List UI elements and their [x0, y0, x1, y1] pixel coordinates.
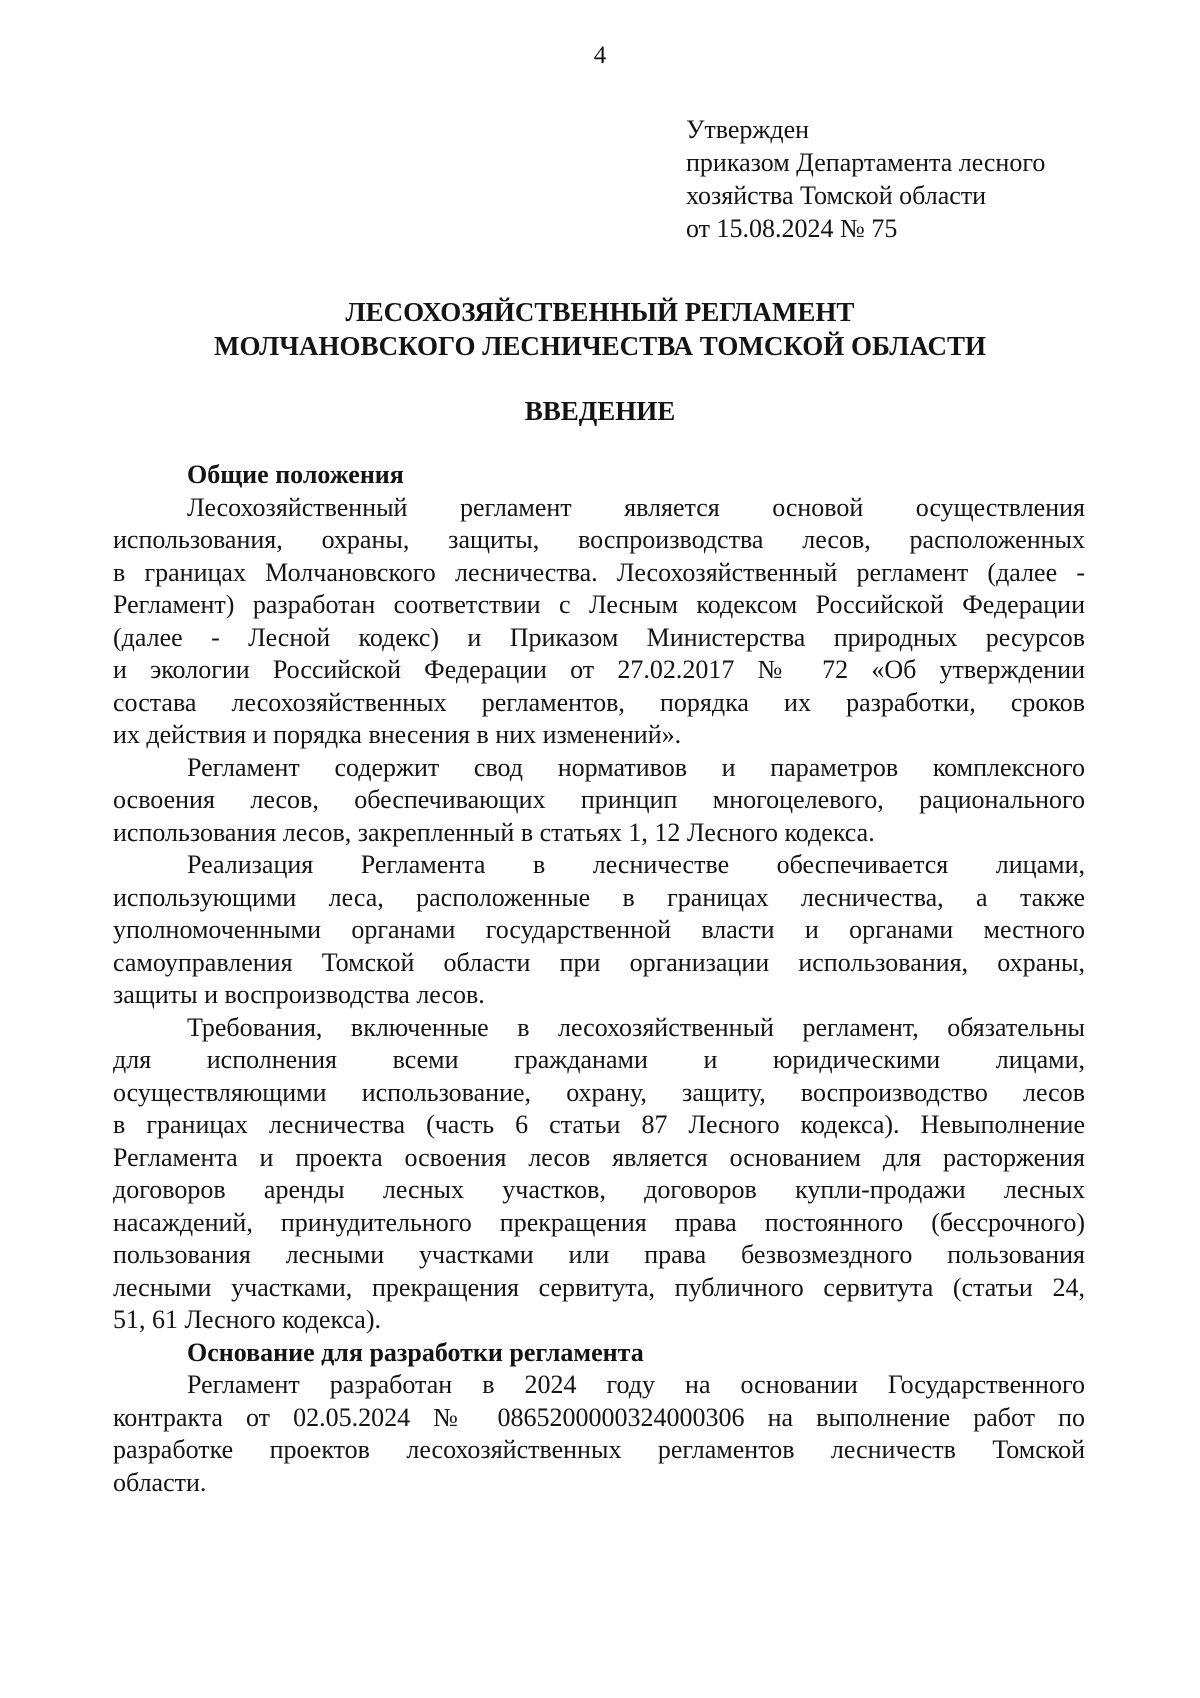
- text-line: пользования лесными участками или права безвозмездного пользования: [113, 1240, 1085, 1269]
- paragraph: [113, 1012, 1085, 1337]
- text-line: самоуправления Томской области при организации использования, охраны,: [113, 947, 1085, 977]
- text-line: использующими леса, расположенные в границах лесничества, а также: [113, 882, 1085, 912]
- paragraph: [113, 1369, 1085, 1499]
- text-line: для исполнения всеми гражданами и юридическими лицами,: [113, 1045, 1085, 1074]
- text-line: насаждений, принудительного прекращения права постоянного (бессрочного): [113, 1207, 1085, 1237]
- text-line: Регламент разработан в 2024 году на основании Государственного: [187, 1370, 1085, 1399]
- approval-stamp-block: [686, 113, 1126, 245]
- approval-line: от 15.08.2024 № 75: [686, 214, 898, 243]
- document-body: [113, 459, 1085, 1499]
- text-line: использования, охраны, защиты, воспроизводства лесов, расположенных: [113, 525, 1085, 554]
- text-line: их действия и порядка внесения в них изменений».: [113, 720, 682, 749]
- text-line: договоров аренды лесных участков, договоров купли-продажи лесных: [113, 1175, 1085, 1204]
- page-number: 4: [593, 42, 607, 69]
- paragraph: [113, 849, 1085, 1012]
- text-line: Регламента и проекта освоения лесов является основанием для расторжения: [113, 1142, 1085, 1172]
- text-line: Регламент содержит свод нормативов и параметров комплексного: [187, 752, 1085, 782]
- text-line: области.: [113, 1467, 207, 1497]
- text-line: и экологии Российской Федерации от 27.02.2017 № 72 «Об утверждении: [113, 655, 1085, 684]
- document-title-line-1: ЛЕСОХОЗЯЙСТВЕННЫЙ РЕГЛАМЕНТ: [345, 297, 855, 327]
- document-title: [0, 295, 1200, 363]
- document-title-line-2: МОЛЧАНОВСКОГО ЛЕСНИЧЕСТВА ТОМСКОЙ ОБЛАСТИ: [213, 331, 987, 361]
- text-line: 51, 61 Лесного кодекса).: [113, 1305, 381, 1334]
- text-line: состава лесохозяйственных регламентов, порядка их разработки, сроков: [113, 687, 1085, 717]
- paragraph: [113, 492, 1085, 752]
- text-line: Регламент) разработан соответствии с Лесным кодексом Российской Федерации: [113, 590, 1085, 619]
- text-line: разработке проектов лесохозяйственных регламентов лесничеств Томской: [113, 1435, 1085, 1464]
- approval-line: Утвержден: [686, 115, 810, 144]
- text-line: в границах Молчановского лесничества. Лесохозяйственный регламент (далее -: [113, 557, 1085, 587]
- text-line: лесными участками, прекращения сервитута, публичного сервитута (статьи 24,: [113, 1272, 1085, 1302]
- text-line: использования лесов, закрепленный в статьях 1, 12 Лесного кодекса.: [113, 817, 875, 847]
- approval-line: хозяйства Томской области: [686, 181, 987, 210]
- section-heading-development-basis: Основание для разработки регламента: [187, 1337, 644, 1367]
- approval-line: приказом Департамента лесного: [686, 148, 1046, 177]
- text-line: уполномоченными органами государственной власти и органами местного: [113, 915, 1085, 944]
- text-line: контракта от 02.05.2024 № 0865200000324000306 на выполнение работ по: [113, 1402, 1085, 1432]
- text-line: Требования, включенные в лесохозяйственный регламент, обязательны: [187, 1012, 1085, 1042]
- text-line: осуществляющими использование, охрану, защиту, воспроизводство лесов: [113, 1077, 1085, 1107]
- text-line: Реализация Регламента в лесничестве обеспечивается лицами,: [187, 850, 1085, 879]
- text-line: освоения лесов, обеспечивающих принцип многоцелевого, рационального: [113, 785, 1085, 814]
- introduction-heading: ВВЕДЕНИЕ: [524, 396, 676, 426]
- text-line: (далее - Лесной кодекс) и Приказом Министерства природных ресурсов: [113, 622, 1085, 652]
- text-line: в границах лесничества (часть 6 статьи 87 Лесного кодекса). Невыполнение: [113, 1110, 1085, 1139]
- text-line: Лесохозяйственный регламент является основой осуществления: [187, 492, 1085, 522]
- text-line: защиты и воспроизводства лесов.: [113, 980, 485, 1009]
- paragraph: [113, 752, 1085, 850]
- section-heading-general-provisions: Общие положения: [187, 460, 404, 489]
